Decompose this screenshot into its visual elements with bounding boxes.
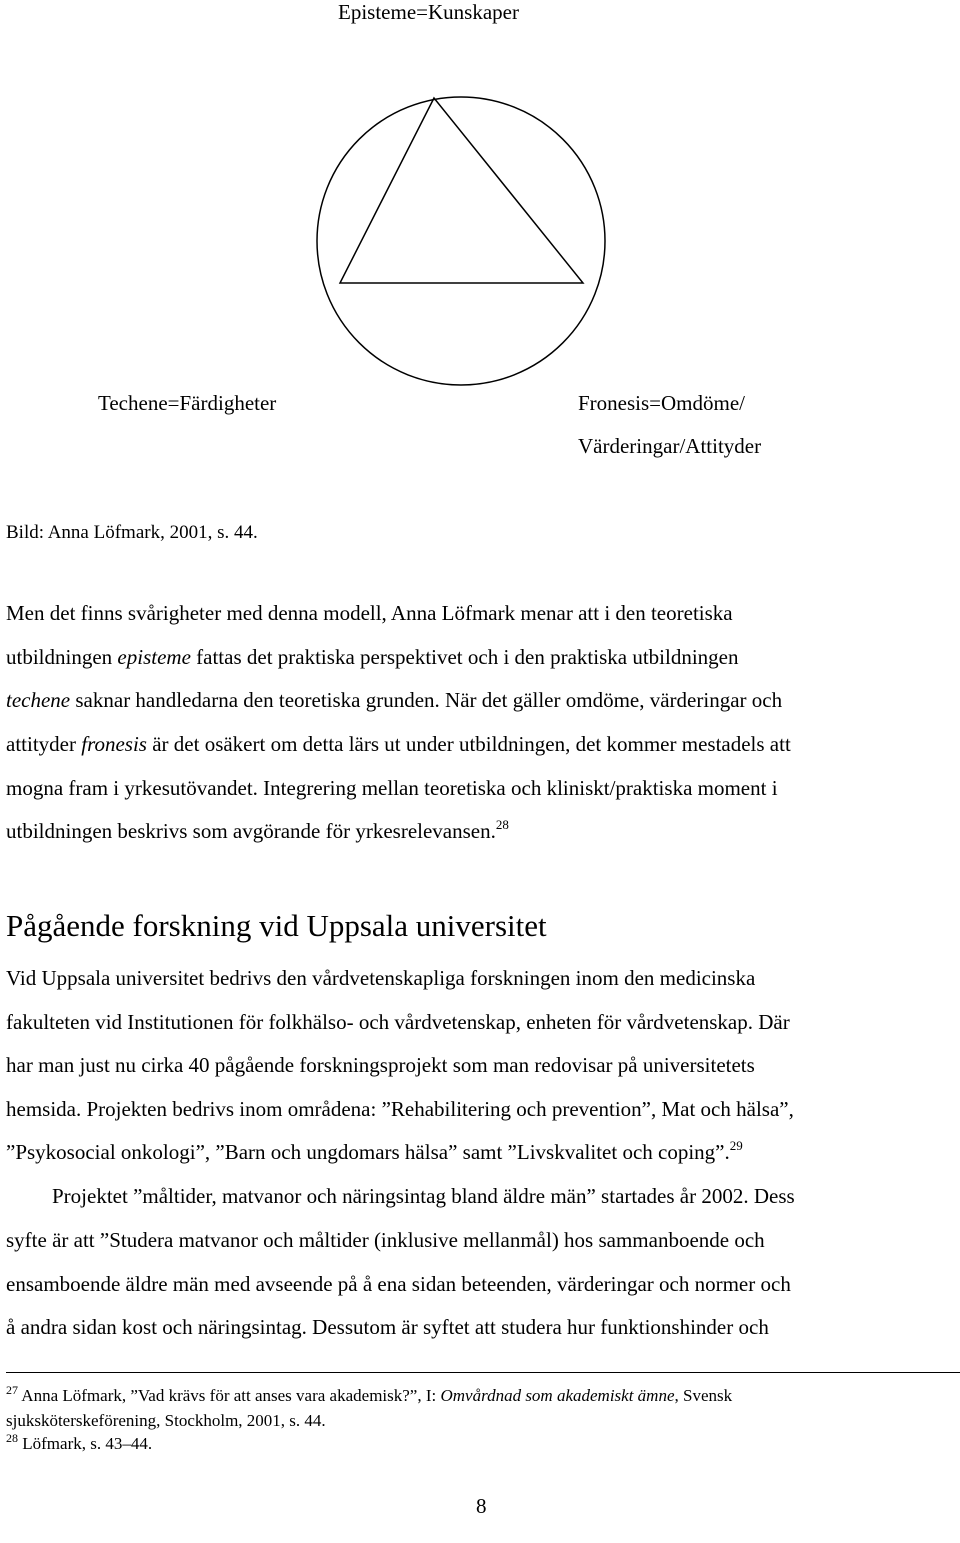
section-heading: Pågående forskning vid Uppsala universitet [6,908,547,943]
text-line: Projektet ”måltider, matvanor och näringsintag bland äldre män” startades år 2002. Dess [52,1184,795,1208]
footnote-28: $^{28}$ Löfmark, s. 43–44. [6,1431,153,1453]
footnote-ref-29: 29 [729,1138,743,1153]
diagram-left-label: Techene=Färdigheter [98,391,277,415]
text-line: utbildningen beskrivs som avgörande för yrkesrelevansen.$^{28}$ [6,817,509,843]
text-line: fakulteten vid Institutionen för folkhälso- och vårdvetenskap, enheten för vårdvetenskap. Där [6,1010,790,1034]
footnote-27: $^{27}$ Anna Löfmark, ”Vad krävs för att anses vara akademisk?”, I: Omvårdnad som akademiskt ämne, Svensk [6,1383,733,1405]
text-line: hemsida. Projekten bedrivs inom områdena: ”Rehabilitering och prevention”, Mat och hälsa”, [6,1097,794,1121]
text-line: mogna fram i yrkesutövandet. Integrering mellan teoretiska och kliniskt/praktiska moment i [6,776,778,800]
diagram-top-label: Episteme=Kunskaper [338,0,519,24]
footnote-separator [6,1372,960,1373]
footnote-ref-28: 28 [495,817,509,832]
footnote-27-line-2: sjuksköterskeförening, Stockholm, 2001, s. 44. [6,1411,326,1430]
text-line: Men det finns svårigheter med denna modell, Anna Löfmark menar att i den teoretiska [6,601,733,625]
page-number: 8 [476,1494,487,1518]
text-line: utbildningen episteme fattas det praktiska perspektivet och i den praktiska utbildningen [6,645,739,669]
text-line: attityder fronesis är det osäkert om detta lärs ut under utbildningen, det kommer mestadels att [6,732,791,756]
text-line: syfte är att ”Studera matvanor och måltider (inklusive mellanmål) hos sammanboende och [6,1228,765,1252]
diagram-right-label-1: Fronesis=Omdöme/ [578,391,746,415]
text-line: å andra sidan kost och näringsintag. Dessutom är syftet att studera hur funktionshinder och [6,1315,769,1339]
diagram-right-label-2: Värderingar/Attityder [578,434,762,458]
text-line: ensamboende äldre män med avseende på å ena sidan beteenden, värderingar och normer och [6,1272,791,1296]
text-line: techene saknar handledarna den teoretiska grunden. När det gäller omdöme, värderingar och [6,688,783,712]
diagram-circle [317,97,605,385]
figure-caption: Bild: Anna Löfmark, 2001, s. 44. [6,522,258,543]
text-line: Vid Uppsala universitet bedrivs den vårdvetenskapliga forskningen inom den medicinska [6,966,756,990]
text-line: har man just nu cirka 40 pågående forskningsprojekt som man redovisar på universitetets [6,1053,755,1077]
episteme-circle-triangle-diagram [300,80,620,410]
text-line: ”Psykosocial onkologi”, ”Barn och ungdomars hälsa” samt ”Livskvalitet och coping”.$^{29}$ [6,1138,743,1164]
